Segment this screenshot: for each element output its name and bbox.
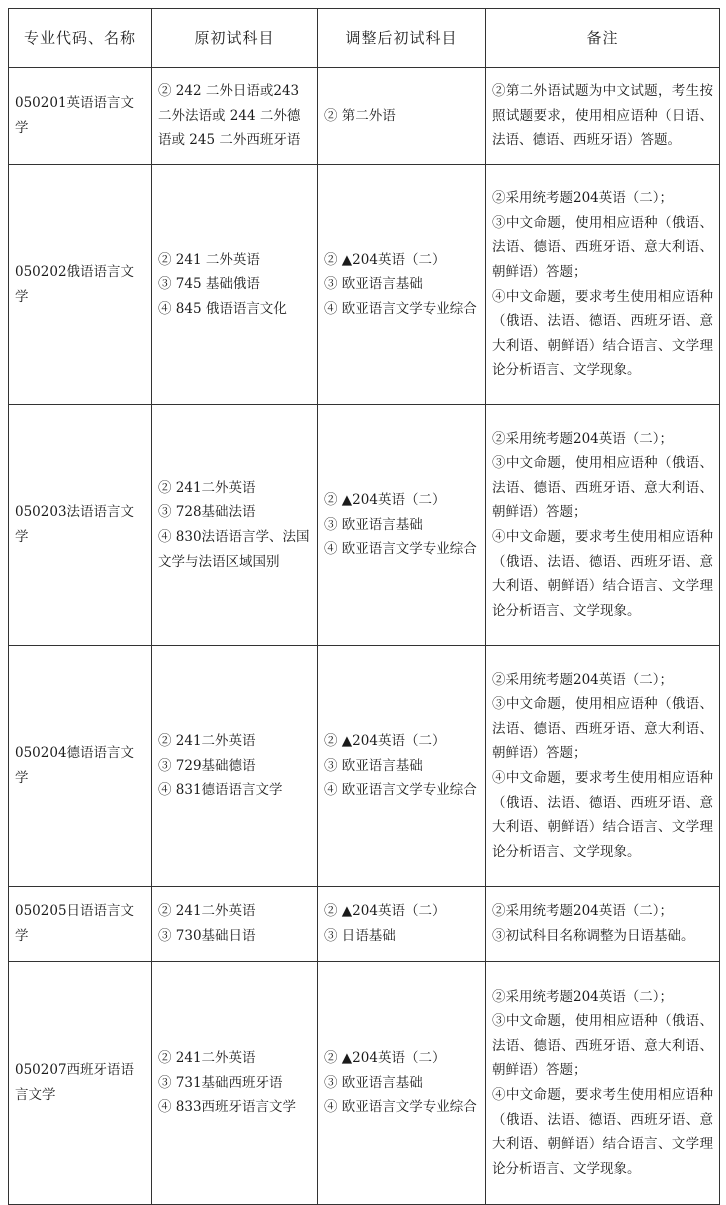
notes-cell	[486, 887, 720, 962]
original-subjects-cell	[152, 887, 318, 962]
adjusted-subject-line: ② ▲204英语（二）	[324, 733, 446, 750]
header-original-subjects: 原初试科目	[152, 9, 318, 68]
major-code-name-cell: 050202俄语语言文学	[9, 165, 152, 405]
adjusted-subjects-cell	[318, 165, 486, 405]
adjusted-subject-line: ④ 欧亚语言文学专业综合	[324, 782, 477, 799]
note-line: ③中文命题，使用相应语种（俄语、法语、德语、西班牙语、意大利语、朝鲜语）答题；	[492, 214, 713, 280]
table-row	[9, 887, 720, 962]
original-subject-line: ④ 831德语语言文学	[158, 782, 283, 799]
adjusted-subject-line: ③ 欧亚语言基础	[324, 757, 423, 774]
note-line: ②采用统考题204英语（二）；	[492, 430, 674, 447]
adjusted-subject-line: ④ 欧亚语言文学专业综合	[324, 1099, 477, 1116]
original-subject-line: ④ 845 俄语语言文化	[158, 300, 287, 317]
major-code-name-cell: 050204德语语言文学	[9, 646, 152, 887]
note-line: ②采用统考题204英语（二）；	[492, 903, 674, 920]
note-line: ②采用统考题204英语（二）；	[492, 190, 674, 207]
original-subject-line: ② 241二外英语	[158, 733, 256, 750]
original-subject-line: ③ 745 基础俄语	[158, 276, 260, 293]
adjusted-subjects-cell	[318, 405, 486, 646]
original-subject-line: ③ 731基础西班牙语	[158, 1074, 283, 1091]
note-line: ④中文命题，要求考生使用相应语种（俄语、法语、德语、西班牙语、意大利语、朝鲜语）结合语言、文学理论分析语言、文学现象。	[492, 770, 713, 860]
original-subjects-cell	[152, 646, 318, 887]
original-subject-line: ③ 729基础德语	[158, 757, 256, 774]
note-line: ③初试科目名称调整为日语基础。	[492, 928, 695, 944]
original-subject-line: ② 242 二外日语或243 二外法语或 244 二外德语或 245 二外西班牙语	[158, 83, 301, 149]
adjusted-subject-line: ② ▲204英语（二）	[324, 251, 446, 268]
note-line: ③中文命题，使用相应语种（俄语、法语、德语、西班牙语、意大利语、朝鲜语）答题；	[492, 455, 713, 521]
adjusted-subject-line: ③ 日语基础	[324, 928, 396, 944]
major-code-name-cell: 050201英语语言文学	[9, 68, 152, 165]
major-code-name-cell: 050207西班牙语语言文学	[9, 962, 152, 1205]
document-page	[8, 8, 719, 1205]
original-subjects-cell	[152, 68, 318, 165]
adjusted-subject-line: ② ▲204英语（二）	[324, 903, 446, 920]
notes-cell	[486, 962, 720, 1205]
adjusted-subject-line: ③ 欧亚语言基础	[324, 276, 423, 293]
notes-cell	[486, 646, 720, 887]
notes-cell	[486, 68, 720, 165]
note-line: ④中文命题，要求考生使用相应语种（俄语、法语、德语、西班牙语、意大利语、朝鲜语）结合语言、文学理论分析语言、文学现象。	[492, 288, 713, 379]
note-line: ②采用统考题204英语（二）；	[492, 988, 674, 1005]
note-line: ③中文命题，使用相应语种（俄语、法语、德语、西班牙语、意大利语、朝鲜语）答题；	[492, 1013, 713, 1079]
original-subject-line: ② 241二外英语	[158, 1050, 256, 1067]
header-major: 专业代码、名称	[9, 9, 152, 68]
note-line: ②第二外语试题为中文试题，考生按照试题要求，使用相应语种（日语、法语、德语、西班牙语）答题。	[492, 83, 713, 149]
original-subject-line: ③ 730基础日语	[158, 928, 256, 944]
note-line: ②采用统考题204英语（二）；	[492, 671, 674, 688]
note-line: ④中文命题，要求考生使用相应语种（俄语、法语、德语、西班牙语、意大利语、朝鲜语）结合语言、文学理论分析语言、文学现象。	[492, 529, 713, 619]
adjusted-subjects-cell	[318, 962, 486, 1205]
original-subjects-cell	[152, 962, 318, 1205]
adjusted-subjects-cell	[318, 646, 486, 887]
note-line: ③中文命题，使用相应语种（俄语、法语、德语、西班牙语、意大利语、朝鲜语）答题；	[492, 696, 713, 762]
table-row	[9, 405, 720, 646]
original-subject-line: ④ 833西班牙语言文学	[158, 1099, 297, 1116]
notes-cell	[486, 405, 720, 646]
table-body	[9, 68, 720, 1205]
adjusted-subject-line: ② ▲204英语（二）	[324, 492, 446, 509]
course-table	[8, 8, 720, 1205]
table-row	[9, 68, 720, 165]
original-subject-line: ④ 830法语语言学、法国文学与法语区域国别	[158, 529, 310, 570]
original-subject-line: ② 241 二外英语	[158, 251, 260, 268]
adjusted-subject-line: ② ▲204英语（二）	[324, 1050, 446, 1067]
original-subjects-cell	[152, 405, 318, 646]
adjusted-subjects-cell	[318, 887, 486, 962]
note-line: ④中文命题，要求考生使用相应语种（俄语、法语、德语、西班牙语、意大利语、朝鲜语）结合语言、文学理论分析语言、文学现象。	[492, 1087, 713, 1177]
major-code-name-cell: 050205日语语言文学	[9, 887, 152, 962]
original-subject-line: ③ 728基础法语	[158, 504, 256, 521]
original-subject-line: ② 241二外英语	[158, 903, 256, 920]
original-subject-line: ② 241二外英语	[158, 479, 256, 496]
table-row	[9, 646, 720, 887]
table-row	[9, 962, 720, 1205]
table-header-row	[9, 9, 720, 68]
adjusted-subject-line: ③ 欧亚语言基础	[324, 1074, 423, 1091]
adjusted-subject-line: ② 第二外语	[324, 107, 396, 124]
original-subjects-cell	[152, 165, 318, 405]
notes-cell	[486, 165, 720, 405]
table-row	[9, 165, 720, 405]
header-notes: 备注	[486, 9, 720, 68]
major-code-name-cell: 050203法语语言文学	[9, 405, 152, 646]
adjusted-subject-line: ④ 欧亚语言文学专业综合	[324, 300, 477, 317]
adjusted-subject-line: ③ 欧亚语言基础	[324, 516, 423, 533]
header-adjusted-subjects: 调整后初试科目	[318, 9, 486, 68]
adjusted-subject-line: ④ 欧亚语言文学专业综合	[324, 541, 477, 558]
adjusted-subjects-cell	[318, 68, 486, 165]
